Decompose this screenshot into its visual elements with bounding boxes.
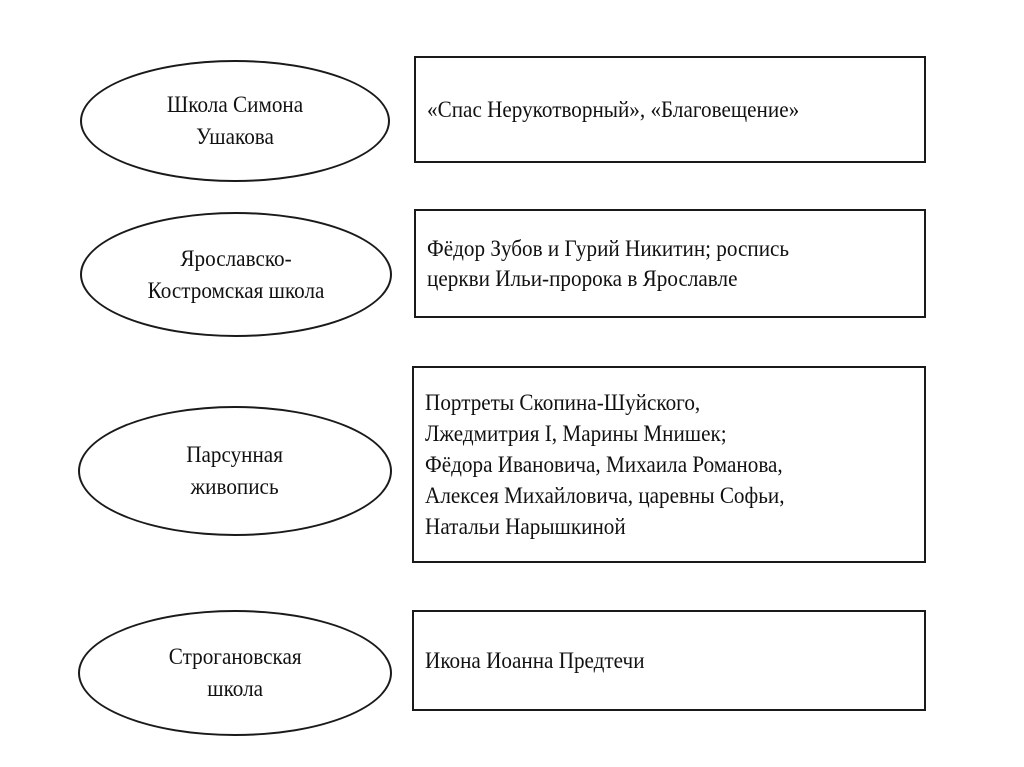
school-oval [78, 610, 392, 736]
works-text: Портреты Скопина-Шуйского, Лжедмитрия I, Марины Мнишек; Фёдора Ивановича, Михаила Романова, Алексея Михайловича, царевны Софьи, Натальи Нарышкиной [425, 390, 785, 539]
works-box [412, 366, 926, 563]
school-oval [80, 212, 392, 337]
works-box [414, 56, 926, 163]
school-label: Строгановская школа [168, 644, 302, 701]
works-box [414, 209, 926, 318]
works-text: Икона Иоанна Предтечи [425, 647, 645, 673]
works-text: «Спас Нерукотворный», «Благовещение» [427, 96, 800, 122]
school-label: Парсунная живопись [186, 442, 284, 499]
works-text: Фёдор Зубов и Гурий Никитин; роспись церкви Ильи-пророка в Ярославле [427, 235, 790, 291]
works-box [412, 610, 926, 711]
school-oval [78, 406, 392, 536]
school-oval [80, 60, 390, 182]
school-label: Школа Симона Ушакова [166, 92, 304, 149]
school-label: Ярославско- Костромская школа [147, 245, 325, 303]
